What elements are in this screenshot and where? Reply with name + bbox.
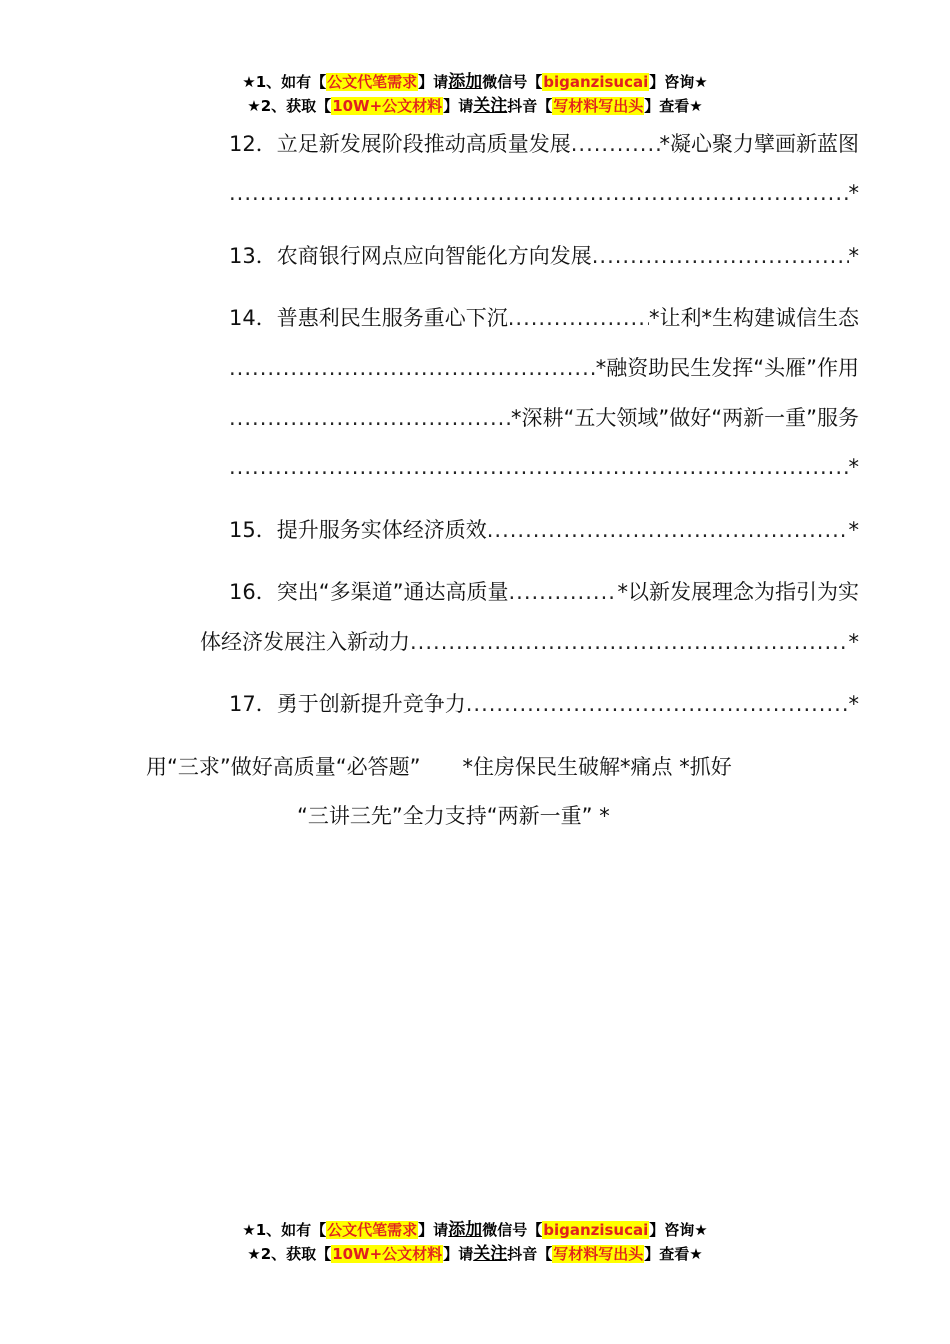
dot-leader xyxy=(592,241,849,271)
toc-entry-15 xyxy=(229,515,859,545)
header-text: ★2、获取【 xyxy=(247,97,332,115)
toc-entry-13 xyxy=(229,241,859,271)
toc-text: 15．提升服务实体经济质效 xyxy=(229,518,487,542)
toc-text: *凝心聚力擘画新蓝图 xyxy=(659,132,859,156)
underline-text: 添加 xyxy=(448,1220,483,1240)
underline-text: 添加 xyxy=(448,72,483,92)
dot-leader xyxy=(508,303,649,333)
footer-line-1 xyxy=(0,1218,950,1242)
dot-leader xyxy=(229,178,849,208)
header-text: 】请 xyxy=(443,97,474,115)
dot-leader xyxy=(229,403,511,433)
toc-entry-17 xyxy=(229,689,859,719)
footer-text: ★1、如有【 xyxy=(242,1221,327,1239)
toc-text: *让利*生构建诚信生态 xyxy=(649,306,859,330)
toc-text: 13．农商银行网点应向智能化方向发展 xyxy=(229,244,592,268)
footer-text: 】请 xyxy=(443,1245,474,1263)
header-text: 】咨询★ xyxy=(649,73,708,91)
footer-text: 】咨询★ xyxy=(649,1221,708,1239)
highlight-text: 10W+公文材料 xyxy=(332,97,443,115)
footer-text: 抖音【 xyxy=(507,1245,553,1263)
douyin-name: 写材料写出头 xyxy=(553,1245,644,1263)
toc-page: * xyxy=(848,181,859,205)
footer-text: 】查看★ xyxy=(644,1245,703,1263)
toc-text: 17．勇于创新提升竞争力 xyxy=(229,692,466,716)
header-text: 抖音【 xyxy=(507,97,553,115)
dot-leader xyxy=(229,452,849,482)
highlight-text: 公文代笔需求 xyxy=(327,1221,418,1239)
toc-text: *融资助民生发挥“头雁”作用 xyxy=(595,356,859,380)
toc-page: * xyxy=(848,518,859,542)
toc-page: * xyxy=(848,244,859,268)
toc-page: * xyxy=(848,455,859,479)
toc-text: *以新发展理念为指引为实 xyxy=(617,580,859,604)
toc-entry-14-cont-2 xyxy=(229,403,859,433)
dot-leader xyxy=(466,689,849,719)
tail-line-2: “三讲三先”全力支持“两新一重” * xyxy=(297,804,610,828)
highlight-text: 10W+公文材料 xyxy=(332,1245,443,1263)
footer-text: 】请 xyxy=(418,1221,449,1239)
header-text: 微信号【 xyxy=(482,73,543,91)
dot-leader xyxy=(508,577,617,607)
toc-page: * xyxy=(848,692,859,716)
toc-text: 14．普惠利民生服务重心下沉 xyxy=(229,306,508,330)
toc-page: * xyxy=(848,630,859,654)
toc-entry-14 xyxy=(229,303,859,333)
footer-text: ★2、获取【 xyxy=(247,1245,332,1263)
wechat-id: biganzisucai xyxy=(543,1221,649,1239)
underline-text: 关注 xyxy=(473,96,508,116)
dot-leader xyxy=(571,129,660,159)
header-banner xyxy=(0,70,950,118)
header-text: 】查看★ xyxy=(644,97,703,115)
footer-text: 微信号【 xyxy=(482,1221,543,1239)
dot-leader xyxy=(229,353,596,383)
toc-text: 12．立足新发展阶段推动高质量发展 xyxy=(229,132,571,156)
dot-leader xyxy=(410,627,849,657)
header-line-2 xyxy=(0,94,950,118)
highlight-text: 公文代笔需求 xyxy=(327,73,418,91)
header-text: ★1、如有【 xyxy=(242,73,327,91)
tail-line-1: 用“三求”做好高质量“必答题” *住房保民生破解*痛点 *抓好 xyxy=(146,755,732,779)
underline-text: 关注 xyxy=(473,1244,508,1264)
toc-text: 16．突出“多渠道”通达高质量 xyxy=(229,580,509,604)
toc-entry-16 xyxy=(229,577,859,607)
header-text: 】请 xyxy=(418,73,449,91)
toc-text: *深耕“五大领域”做好“两新一重”服务 xyxy=(510,406,859,430)
toc-entry-16-cont xyxy=(200,627,859,657)
toc-entry-14-cont-1 xyxy=(229,353,859,383)
toc-entry-12-cont xyxy=(229,178,859,208)
toc-entry-12 xyxy=(229,129,859,159)
dot-leader xyxy=(487,515,849,545)
footer-banner xyxy=(0,1218,950,1266)
wechat-id: biganzisucai xyxy=(543,73,649,91)
toc-text: 体经济发展注入新动力 xyxy=(200,630,410,654)
footer-line-2 xyxy=(0,1242,950,1266)
douyin-name: 写材料写出头 xyxy=(553,97,644,115)
toc-entry-14-cont-3 xyxy=(229,452,859,482)
header-line-1 xyxy=(0,70,950,94)
